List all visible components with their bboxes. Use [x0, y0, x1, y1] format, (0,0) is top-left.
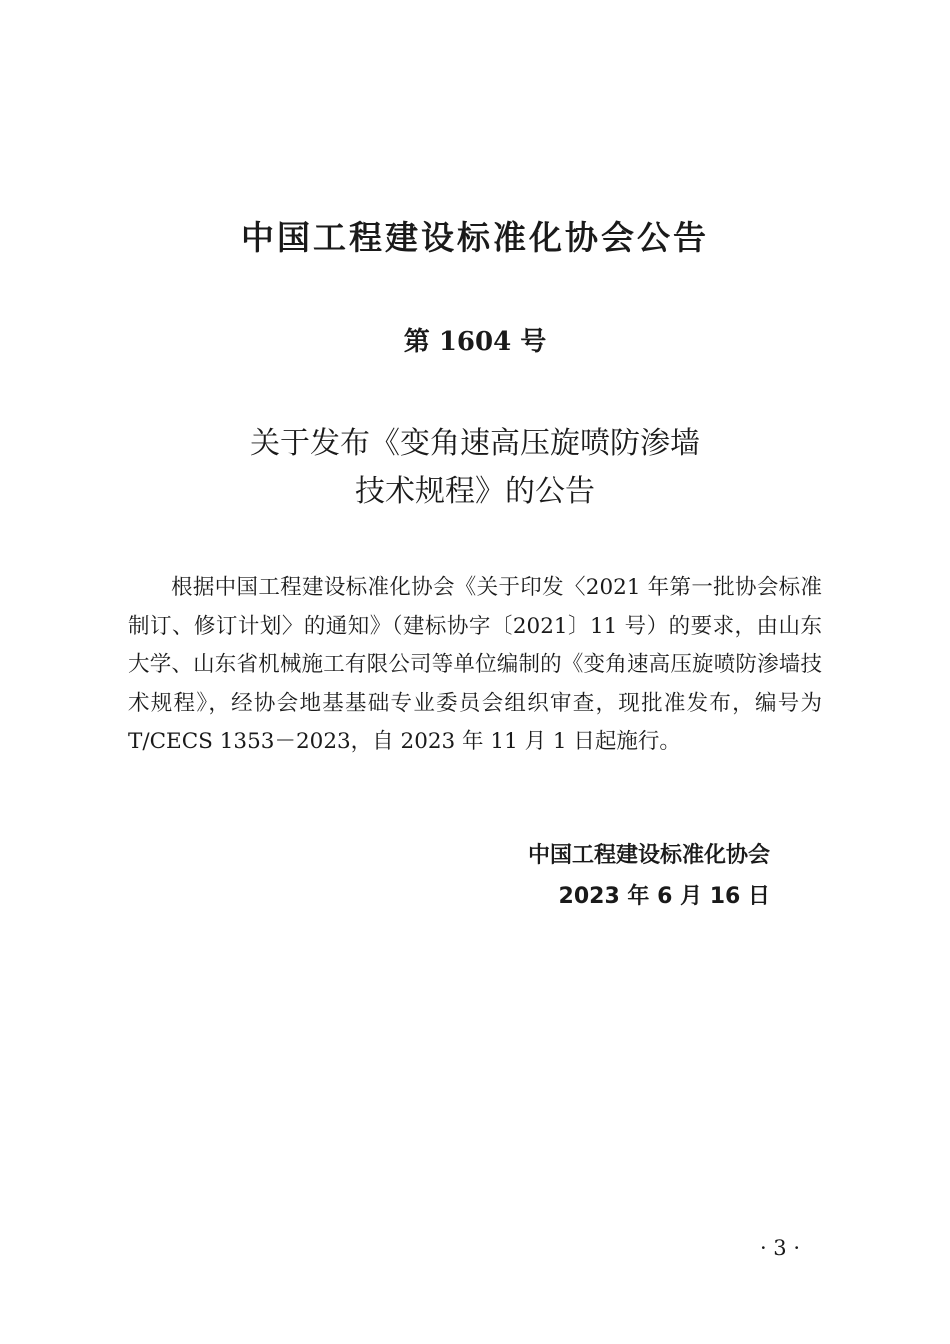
signature-block — [440, 835, 770, 917]
page-number: · 3 · — [759, 1236, 800, 1260]
notice-title-line-1: 关于发布《变角速高压旋喷防渗墙 — [250, 426, 700, 461]
signature-date: 2023 年 6 月 16 日 — [558, 884, 770, 909]
notice-title — [0, 420, 950, 516]
organization-title: 中国工程建设标准化协会公告 — [241, 218, 709, 257]
notice-title-line-2: 技术规程》的公告 — [355, 474, 595, 509]
notice-body — [128, 569, 822, 762]
body-paragraph: 根据中国工程建设标准化协会《关于印发〈2021 年第一批协会标准制订、修订计划〉的通知》（建标协字〔2021〕11 号）的要求，由山东大学、山东省机械施工有限公司等单位编制的《变角速高压旋喷防渗墙技术规程》，经协会地基基础专业委员会组织审查，现批准发布，编号为 T/CECS 1353－2023，自 2023 年 11 月 1 日起施行。 — [128, 575, 822, 754]
notice-number: 第 1604 号 — [403, 327, 547, 357]
signature-organization: 中国工程建设标准化协会 — [527, 843, 770, 868]
